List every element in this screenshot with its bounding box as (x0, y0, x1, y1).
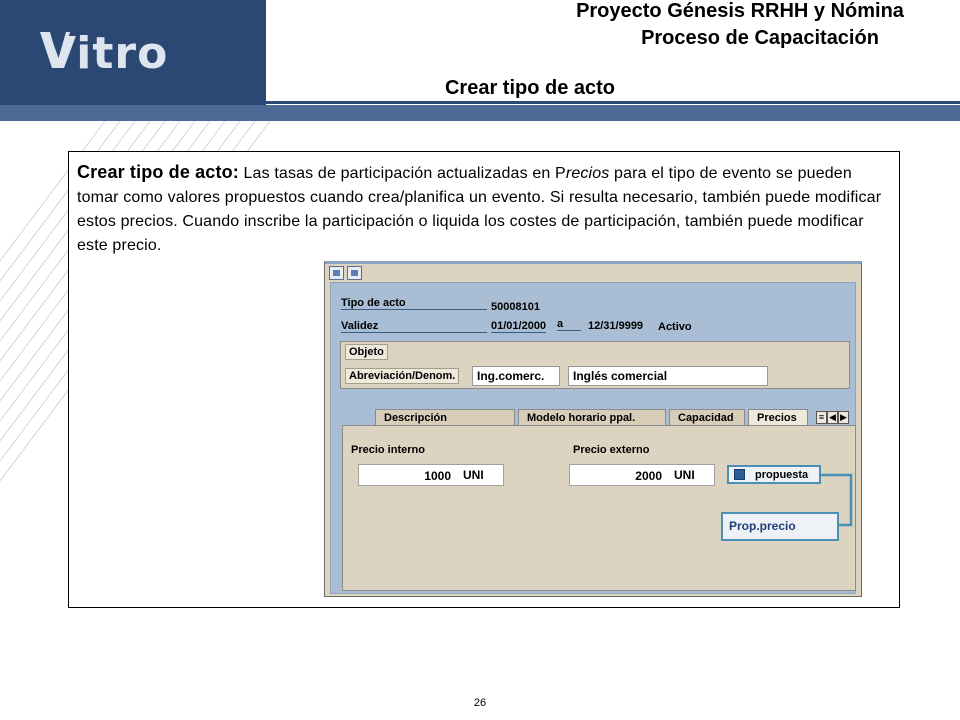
price-proposal-icon (734, 469, 745, 480)
precio-interno-value: 1000 (424, 469, 451, 483)
description-body-italic: recios (565, 165, 610, 182)
propuesta-button[interactable] (727, 465, 821, 484)
sap-window (324, 261, 862, 597)
header-title-line2: Proceso de Capacitación (641, 27, 879, 49)
tipo-de-acto-label: Tipo de acto (341, 297, 487, 310)
prop-precio-callout: Prop.precio (721, 512, 839, 541)
validez-from: 01/01/2000 (491, 320, 547, 332)
overview-icon[interactable] (329, 266, 344, 280)
header-divider (266, 101, 960, 104)
validez-label: Validez (341, 320, 487, 333)
tipo-de-acto-value: 50008101 (491, 301, 540, 313)
objeto-group (340, 341, 850, 389)
precios-panel (342, 425, 856, 591)
precio-interno-unit: UNI (463, 468, 484, 482)
sap-screen (330, 282, 856, 594)
validez-separator: a (557, 318, 581, 331)
precio-interno-label: Precio interno (351, 444, 425, 456)
precio-externo-field[interactable] (569, 464, 715, 486)
description-body-2: para el tipo de evento se pueden tomar como valores propuestos cuando crea/planifica un evento. Si resulta necesario, también puede modificar estos precios. Cuando inscribe la participación o liquida los costes de participación, también puede modificar este precio. (77, 165, 882, 254)
tab-menu-icon[interactable]: ≡ (816, 411, 827, 424)
page-number: 26 (473, 697, 487, 709)
slide-title: Crear tipo de acto (444, 77, 616, 99)
denominacion-field[interactable]: Inglés comercial (568, 366, 768, 386)
precio-interno-field[interactable] (358, 464, 504, 486)
tab-precios[interactable]: Precios (748, 409, 808, 427)
description-body-1: Las tasas de participación actualizadas en P (238, 165, 566, 182)
precio-externo-label: Precio externo (573, 444, 650, 456)
tab-descripcion[interactable]: Descripción (375, 409, 515, 427)
tab-next-icon[interactable]: ▶ (838, 411, 849, 424)
status-text: Activo (658, 321, 692, 333)
abreviacion-label: Abreviación/Denom. (345, 368, 459, 384)
precio-externo-value: 2000 (635, 469, 662, 483)
description-text (77, 160, 895, 258)
tab-capacidad[interactable]: Capacidad (669, 409, 745, 427)
logo-text: Vitro (42, 28, 169, 79)
logo-block (0, 0, 266, 105)
objeto-title: Objeto (345, 344, 388, 360)
abreviacion-field[interactable]: Ing.comerc. (472, 366, 560, 386)
description-lead: Crear tipo de acto: (77, 162, 239, 182)
tab-modelo-horario[interactable]: Modelo horario ppal. (518, 409, 666, 427)
header-bar (0, 105, 960, 121)
tab-prev-icon[interactable]: ◀ (827, 411, 838, 424)
precio-externo-unit: UNI (674, 468, 695, 482)
edit-icon[interactable] (347, 266, 362, 280)
propuesta-label: propuesta (755, 469, 809, 481)
validez-to: 12/31/9999 (588, 320, 644, 332)
sap-toolbar (329, 266, 365, 282)
header-title-line1: Proyecto Génesis RRHH y Nómina (576, 0, 904, 22)
